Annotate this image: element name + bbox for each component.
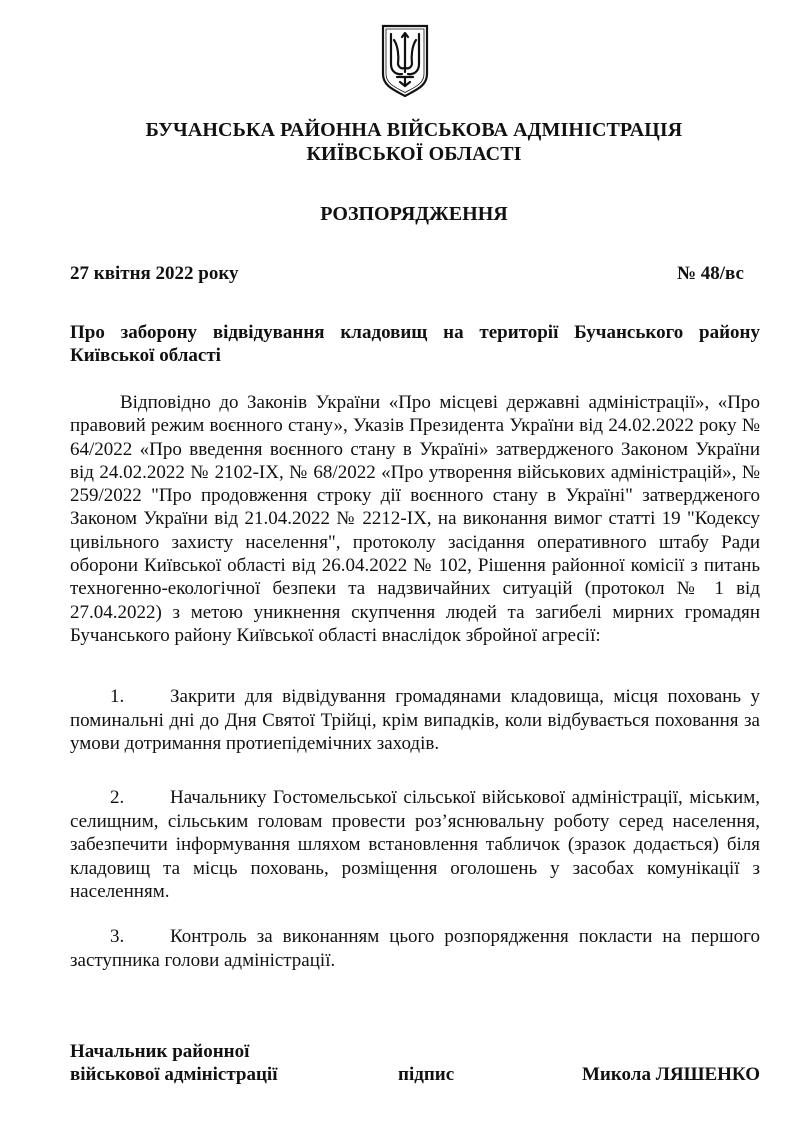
organization-name-line2: КИЇВСЬКОЇ ОБЛАСТІ bbox=[306, 143, 522, 165]
document-date: 27 квітня 2022 року bbox=[70, 263, 239, 284]
signature-label: підпис bbox=[398, 1064, 455, 1085]
signature-block bbox=[70, 1040, 760, 1090]
preamble-paragraph: Відповідно до Законів України «Про місцеві державні адміністрації», «Про правовий режим воєнного стану», Указів Президента України від 24.02.2022 року № 64/2022 «Про введення воєнного стану в Україні» затвердженого Законом України від 24.02.2022 № 2102-IX, № 68/2022 «Про утворення військових адміністрацій», № 259/2022 "Про продовження строку дії воєнного стану в Україні" затвердженого Законом України від 21.04.2022 № 2212-IX, на виконання вимог статті 19 "Кодексу цивільного захисту населення", протоколу засідання оперативного штабу Ради оборони Київської області від 26.04.2022 № 102, Рішення районної комісії з питань техногенно-екологічної безпеки та надзвичайних ситуацій (протокол № 1 від 27.04.2022) з метою уникнення скупчення людей та загибелі мирних громадян Бучанського району Київської області внаслідок збройної агресії: bbox=[70, 392, 760, 646]
document-subject: Про заборону відвідування кладовищ на території Бучанського району Київської області bbox=[70, 322, 760, 366]
signatory-name: Микола ЛЯШЕНКО bbox=[581, 1064, 760, 1085]
list-item bbox=[70, 925, 760, 972]
list-item bbox=[70, 685, 760, 756]
signatory-position bbox=[70, 1040, 330, 1086]
organization-title bbox=[70, 118, 758, 166]
document-number: № 48/вс bbox=[676, 263, 744, 284]
list-item-number: 1. bbox=[110, 686, 125, 707]
list-item-number: 3. bbox=[110, 926, 125, 947]
list-item bbox=[70, 786, 760, 904]
signatory-position-line1: Начальник районної bbox=[70, 1041, 250, 1062]
list-item-text: Контроль за виконанням цього розпорядження покласти на першого заступника голови адміністрації. bbox=[70, 926, 760, 971]
document-type-heading: РОЗПОРЯДЖЕННЯ bbox=[320, 203, 508, 225]
list-item-text: Начальнику Гостомельської сільської військової адміністрації, міським, селищним, сільським головам провести роз’яснювальну роботу серед населення, забезпечити інформування шляхом встановлення табличок (зразок додається) біля кладовищ та місць поховань, розміщення оголошень у засобах комунікації з населенням. bbox=[70, 787, 760, 902]
organization-name-line1: БУЧАНСЬКА РАЙОННА ВІЙСЬКОВА АДМІНІСТРАЦІЯ bbox=[145, 119, 683, 141]
ukraine-trident-emblem-icon bbox=[380, 24, 430, 98]
list-item-number: 2. bbox=[110, 787, 125, 808]
signatory-position-line2: військової адміністрації bbox=[70, 1064, 278, 1085]
list-item-text: Закрити для відвідування громадянами кладовища, місця поховань у поминальні дні до Дня Святої Трійці, крім випадків, коли відбувається поховання за умови дотримання протиепідемічних заходів. bbox=[70, 686, 760, 754]
